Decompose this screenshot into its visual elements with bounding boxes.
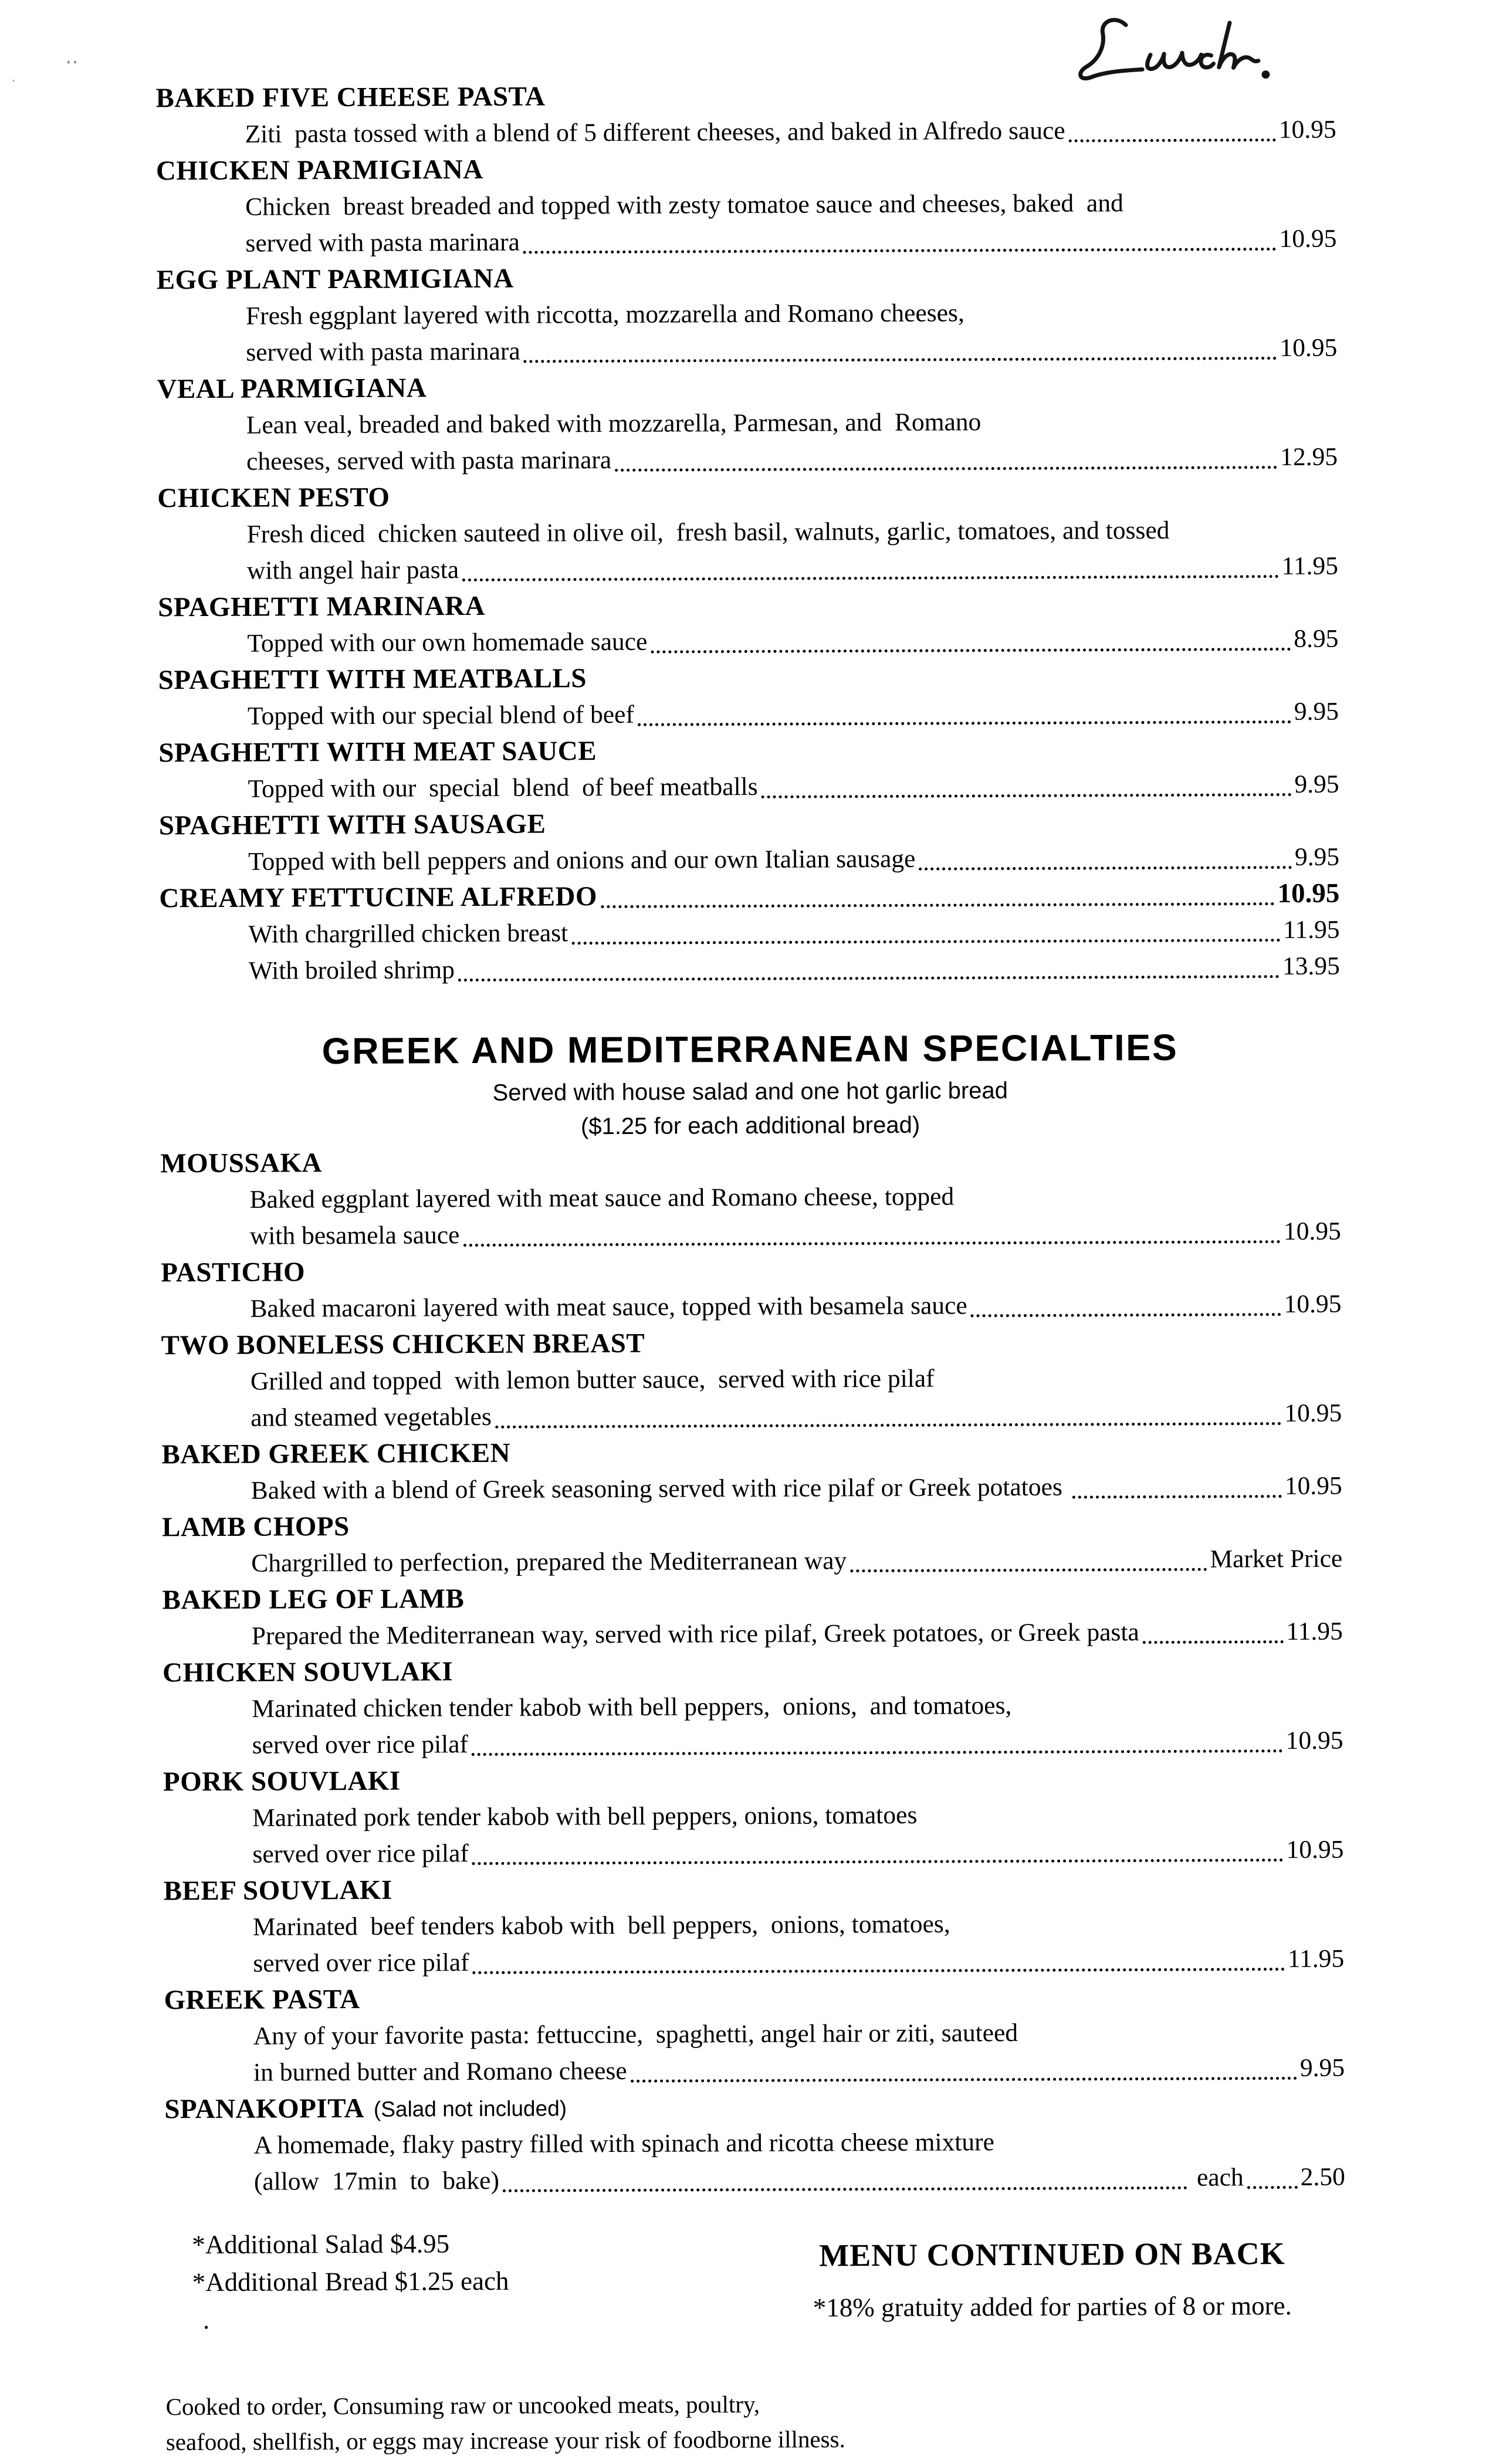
item-price: 10.95	[1284, 1289, 1342, 1319]
item-title-row	[159, 875, 1339, 917]
menu-item	[162, 1577, 1343, 1655]
menu-item	[158, 730, 1339, 808]
dotted-leader	[1072, 1495, 1282, 1499]
item-desc-line	[164, 1904, 1344, 1946]
item-price: 11.95	[1281, 551, 1338, 581]
desc-text: Topped with our own homemade sauce	[247, 627, 648, 658]
item-desc-line	[161, 1359, 1342, 1400]
desc-text: served over rice pilaf	[253, 1948, 469, 1978]
item-price: 10.95	[1279, 224, 1337, 253]
item-title-row	[161, 1431, 1342, 1473]
disclaimer-line: Cooked to order, Consuming raw or uncooked meats, poultry,	[165, 2390, 760, 2421]
item-desc-line	[157, 330, 1337, 371]
item-desc-line	[165, 2159, 1345, 2201]
desc-text: and steamed vegetables	[251, 1402, 492, 1432]
dotted-leader	[615, 466, 1277, 472]
item-title-row	[164, 1977, 1344, 2019]
item-name-suffix: (Salad not included)	[373, 2096, 567, 2121]
dotted-leader	[462, 575, 1279, 581]
dotted-leader	[473, 1968, 1285, 1974]
item-desc-line	[164, 2050, 1345, 2091]
dotted-leader	[651, 648, 1291, 654]
item-name: CHICKEN PARMIGIANA	[155, 154, 483, 187]
item-title-row	[159, 803, 1339, 844]
dotted-leader	[761, 793, 1292, 798]
menu-item	[160, 1140, 1341, 1255]
menu-item	[157, 366, 1338, 480]
item-price: 9.95	[1294, 697, 1339, 726]
menu-item	[163, 1650, 1343, 1764]
item-desc-line	[164, 2013, 1345, 2055]
pre-price-label: each	[1190, 2163, 1244, 2192]
additional-bread-note: *Additional Bread $1.25 each	[192, 2266, 509, 2297]
item-name: TWO BONELESS CHICKEN BREAST	[161, 1328, 645, 1361]
item-title-row	[161, 1250, 1341, 1291]
desc-text: in burned butter and Romano cheese	[253, 2056, 627, 2087]
desc-text: Grilled and topped with lemon butter sauce, served with rice pilaf	[250, 1364, 935, 1396]
desc-text: Fresh eggplant layered with riccotta, mozzarella and Romano cheeses,	[245, 299, 964, 330]
menu-item	[161, 1322, 1342, 1437]
item-desc-line	[158, 512, 1338, 553]
section-title: GREEK AND MEDITERRANEAN SPECIALTIES	[321, 1027, 1179, 1072]
desc-text: Lean veal, breaded and baked with mozzarella, Parmesan, and Romano	[246, 408, 981, 439]
desc-text: served with pasta marinara	[246, 337, 520, 367]
item-title-row	[163, 1650, 1343, 1691]
item-desc-line	[161, 1395, 1342, 1437]
item-desc-line	[156, 111, 1336, 153]
dotted-leader	[495, 1422, 1281, 1429]
gratuity-note: *18% gratuity added for parties of 8 or more.	[813, 2290, 1292, 2323]
desc-text: Marinated chicken tender kabob with bell peppers, onions, and tomatoes,	[252, 1691, 1012, 1723]
dotted-leader	[919, 866, 1292, 871]
item-title-row	[157, 257, 1337, 299]
menu-item	[163, 1759, 1344, 1873]
desc-text: Baked macaroni layered with meat sauce, topped with besamela sauce	[250, 1291, 967, 1323]
menu-section	[155, 75, 1340, 990]
item-price: 11.95	[1283, 915, 1340, 945]
scan-artifact-smudge: ‥	[65, 46, 82, 69]
item-title-row	[164, 1868, 1344, 1910]
item-price: 12.95	[1280, 442, 1338, 472]
item-desc-line	[159, 839, 1339, 881]
dotted-leader	[472, 1859, 1284, 1865]
desc-text: Topped with our special blend of beef	[247, 700, 635, 730]
desc-text: Marinated beef tenders kabob with bell peppers, onions, tomatoes,	[252, 1910, 950, 1941]
item-name: SPAGHETTI WITH SAUSAGE	[158, 808, 546, 841]
item-price: 10.95	[1284, 1471, 1342, 1501]
item-desc-line	[157, 439, 1338, 480]
item-desc-line	[164, 2123, 1345, 2164]
desc-text: A homemade, flaky pastry filled with spinach and ricotta cheese mixture	[253, 2128, 995, 2160]
desc-text: served over rice pilaf	[252, 1839, 469, 1869]
desc-text: Fresh diced chicken sauteed in olive oil, fresh basil, walnuts, garlic, tomatoes, and tossed	[246, 516, 1170, 549]
dotted-leader	[523, 248, 1277, 254]
desc-text: Chicken breast breaded and topped with zesty tomatoe sauce and cheeses, baked and	[245, 189, 1123, 221]
item-desc-line	[163, 1795, 1343, 1837]
menu-item	[164, 1868, 1345, 1982]
menu-item	[157, 257, 1338, 371]
item-name: EGG PLANT PARMIGIANA	[156, 263, 514, 296]
item-name: BAKED GREEK CHICKEN	[161, 1437, 511, 1470]
dotted-leader	[472, 1749, 1283, 1756]
item-price: 10.95	[1277, 878, 1340, 909]
item-desc-line	[161, 1213, 1341, 1255]
menu-item	[164, 2086, 1345, 2201]
menu-item	[161, 1431, 1342, 1509]
item-desc-line	[162, 1468, 1342, 1509]
item-title-row	[158, 657, 1339, 699]
desc-text: Baked with a blend of Greek seasoning served with rice pilaf or Greek potatoes	[251, 1473, 1069, 1505]
menu-item	[159, 803, 1340, 881]
item-title-row	[158, 730, 1339, 771]
item-title-row	[162, 1504, 1342, 1546]
menu-continued-note: MENU CONTINUED ON BACK	[819, 2236, 1285, 2273]
footer-left-notes	[165, 2223, 759, 2338]
scan-artifact-dot: ·	[11, 71, 16, 91]
item-title-row	[164, 2086, 1345, 2128]
desc-text: with besamela sauce	[249, 1221, 460, 1250]
item-title-row	[161, 1322, 1342, 1364]
dotted-leader	[850, 1568, 1207, 1573]
additional-salad-note: *Additional Salad $4.95	[192, 2229, 450, 2260]
desc-text: Baked eggplant layered with meat sauce and Romano cheese, topped	[249, 1182, 955, 1214]
menu-item	[155, 75, 1336, 153]
item-price: 10.95	[1283, 1217, 1341, 1246]
menu-section	[160, 1022, 1345, 2201]
desc-text: with angel hair pasta	[246, 556, 459, 585]
item-title-row	[157, 366, 1337, 408]
item-desc-line	[158, 621, 1338, 662]
dotted-leader	[463, 1240, 1281, 1247]
item-desc-line	[157, 293, 1337, 335]
item-price: 10.95	[1284, 1399, 1342, 1428]
item-name: LAMB CHOPS	[161, 1511, 350, 1543]
menu-content	[155, 75, 1346, 2460]
desc-text: Topped with our special blend of beef meatballs	[248, 772, 758, 803]
item-title-row	[162, 1577, 1342, 1619]
footer	[165, 2221, 1346, 2339]
scan-artifact-period: .	[202, 2305, 210, 2335]
item-desc-line	[161, 1286, 1341, 1328]
item-price: Market Price	[1210, 1544, 1343, 1573]
menu-item	[162, 1504, 1343, 1582]
section-subtitle: Served with house salad and one hot garlic bread	[492, 1078, 1008, 1106]
desc-text: Any of your favorite pasta: fettuccine, spaghetti, angel hair or ziti, sauteed	[253, 2019, 1018, 2050]
item-title-row	[156, 148, 1336, 189]
desc-text: Prepared the Mediterranean way, served with rice pilaf, Greek potatoes, or Greek pasta	[251, 1618, 1139, 1650]
item-name: SPAGHETTI WITH MEATBALLS	[158, 663, 587, 696]
dotted-leader	[458, 975, 1280, 981]
item-desc-line	[163, 1613, 1343, 1655]
item-price: 8.95	[1294, 624, 1339, 653]
item-desc-line	[163, 1722, 1343, 1764]
item-desc-line	[162, 1541, 1342, 1582]
item-name: CHICKEN PESTO	[157, 482, 390, 514]
item-title-row	[155, 75, 1336, 117]
item-price: 2.50	[1300, 2162, 1345, 2191]
menu-item	[159, 875, 1340, 990]
desc-text: Marinated pork tender kabob with bell peppers, onions, tomatoes	[252, 1800, 918, 1832]
item-name: CHICKEN SOUVLAKI	[162, 1656, 453, 1688]
dotted-leader	[971, 1313, 1281, 1317]
item-name: BEEF SOUVLAKI	[163, 1874, 392, 1907]
dotted-leader	[638, 720, 1291, 726]
item-price: 9.95	[1294, 770, 1339, 798]
item-name: PASTICHO	[161, 1257, 306, 1288]
dotted-leader	[1247, 2186, 1298, 2189]
item-title-row	[163, 1759, 1343, 1800]
item-desc-line	[158, 693, 1339, 735]
disclaimer	[165, 2384, 1346, 2460]
item-price: 11.95	[1286, 1617, 1343, 1646]
item-desc-line	[157, 402, 1338, 444]
item-name: GREEK PASTA	[164, 1984, 360, 2016]
item-desc-line	[158, 766, 1339, 808]
item-name: VEAL PARMIGIANA	[157, 373, 427, 405]
item-desc-line	[159, 912, 1339, 953]
item-name: PORK SOUVLAKI	[163, 1765, 401, 1798]
item-price: 10.95	[1286, 1835, 1344, 1864]
item-title-row	[160, 1140, 1341, 1182]
desc-text: served over rice pilaf	[252, 1730, 469, 1759]
dotted-leader	[1069, 138, 1276, 143]
item-price: 10.95	[1285, 1726, 1343, 1755]
desc-text: (allow 17min to bake)	[253, 2166, 499, 2196]
item-desc-line	[164, 1941, 1344, 1982]
desc-text: With chargrilled chicken breast	[248, 919, 568, 949]
item-name: MOUSSAKA	[160, 1148, 323, 1179]
item-name: SPAGHETTI WITH MEAT SAUCE	[158, 736, 597, 769]
item-name: BAKED LEG OF LAMB	[162, 1583, 465, 1616]
dotted-leader	[631, 2077, 1297, 2083]
desc-text: Ziti pasta tossed with a blend of 5 different cheeses, and baked in Alfredo sauce	[245, 116, 1065, 148]
item-desc-line	[156, 184, 1336, 226]
footer-right-notes	[759, 2221, 1346, 2336]
item-desc-line	[163, 1686, 1343, 1728]
item-desc-line	[156, 221, 1336, 262]
item-desc-line	[160, 1177, 1341, 1219]
dotted-leader	[571, 939, 1280, 945]
desc-text: served with pasta marinara	[245, 228, 520, 258]
menu-item	[157, 475, 1338, 590]
item-name: SPANAKOPITA	[164, 2093, 365, 2125]
menu-item	[158, 657, 1339, 735]
item-desc-line	[163, 1832, 1343, 1873]
item-price: 10.95	[1280, 333, 1338, 363]
item-price: 10.95	[1278, 115, 1336, 144]
menu-item	[156, 148, 1337, 262]
item-title-row	[157, 475, 1338, 517]
dotted-leader	[503, 2187, 1187, 2192]
item-title-row	[158, 584, 1338, 626]
disclaimer-line: seafood, shellfish, or eggs may increase your risk of foodborne illness.	[165, 2425, 845, 2456]
dotted-leader	[524, 357, 1277, 363]
menu-item	[164, 1977, 1345, 2091]
menu-item	[158, 584, 1339, 662]
item-price: 11.95	[1287, 1944, 1345, 1974]
item-price: 13.95	[1282, 952, 1340, 981]
item-name: CREAMY FETTUCINE ALFREDO	[159, 881, 598, 914]
dotted-leader	[1143, 1640, 1284, 1644]
item-desc-line	[158, 548, 1338, 590]
desc-text: cheeses, served with pasta marinara	[246, 446, 612, 476]
dotted-leader	[601, 902, 1275, 908]
item-price: 9.95	[1299, 2053, 1345, 2082]
item-price: 9.95	[1294, 842, 1340, 871]
section-subtitle: ($1.25 for each additional bread)	[580, 1112, 920, 1140]
item-name: BAKED FIVE CHEESE PASTA	[155, 81, 546, 114]
desc-text: Chargrilled to perfection, prepared the Mediterranean way	[251, 1546, 847, 1578]
item-desc-line	[160, 948, 1340, 990]
item-name: SPAGHETTI MARINARA	[158, 590, 486, 623]
desc-text: Topped with bell peppers and onions and our own Italian sausage	[248, 844, 916, 876]
desc-text: With broiled shrimp	[248, 956, 455, 985]
menu-item	[161, 1250, 1342, 1328]
